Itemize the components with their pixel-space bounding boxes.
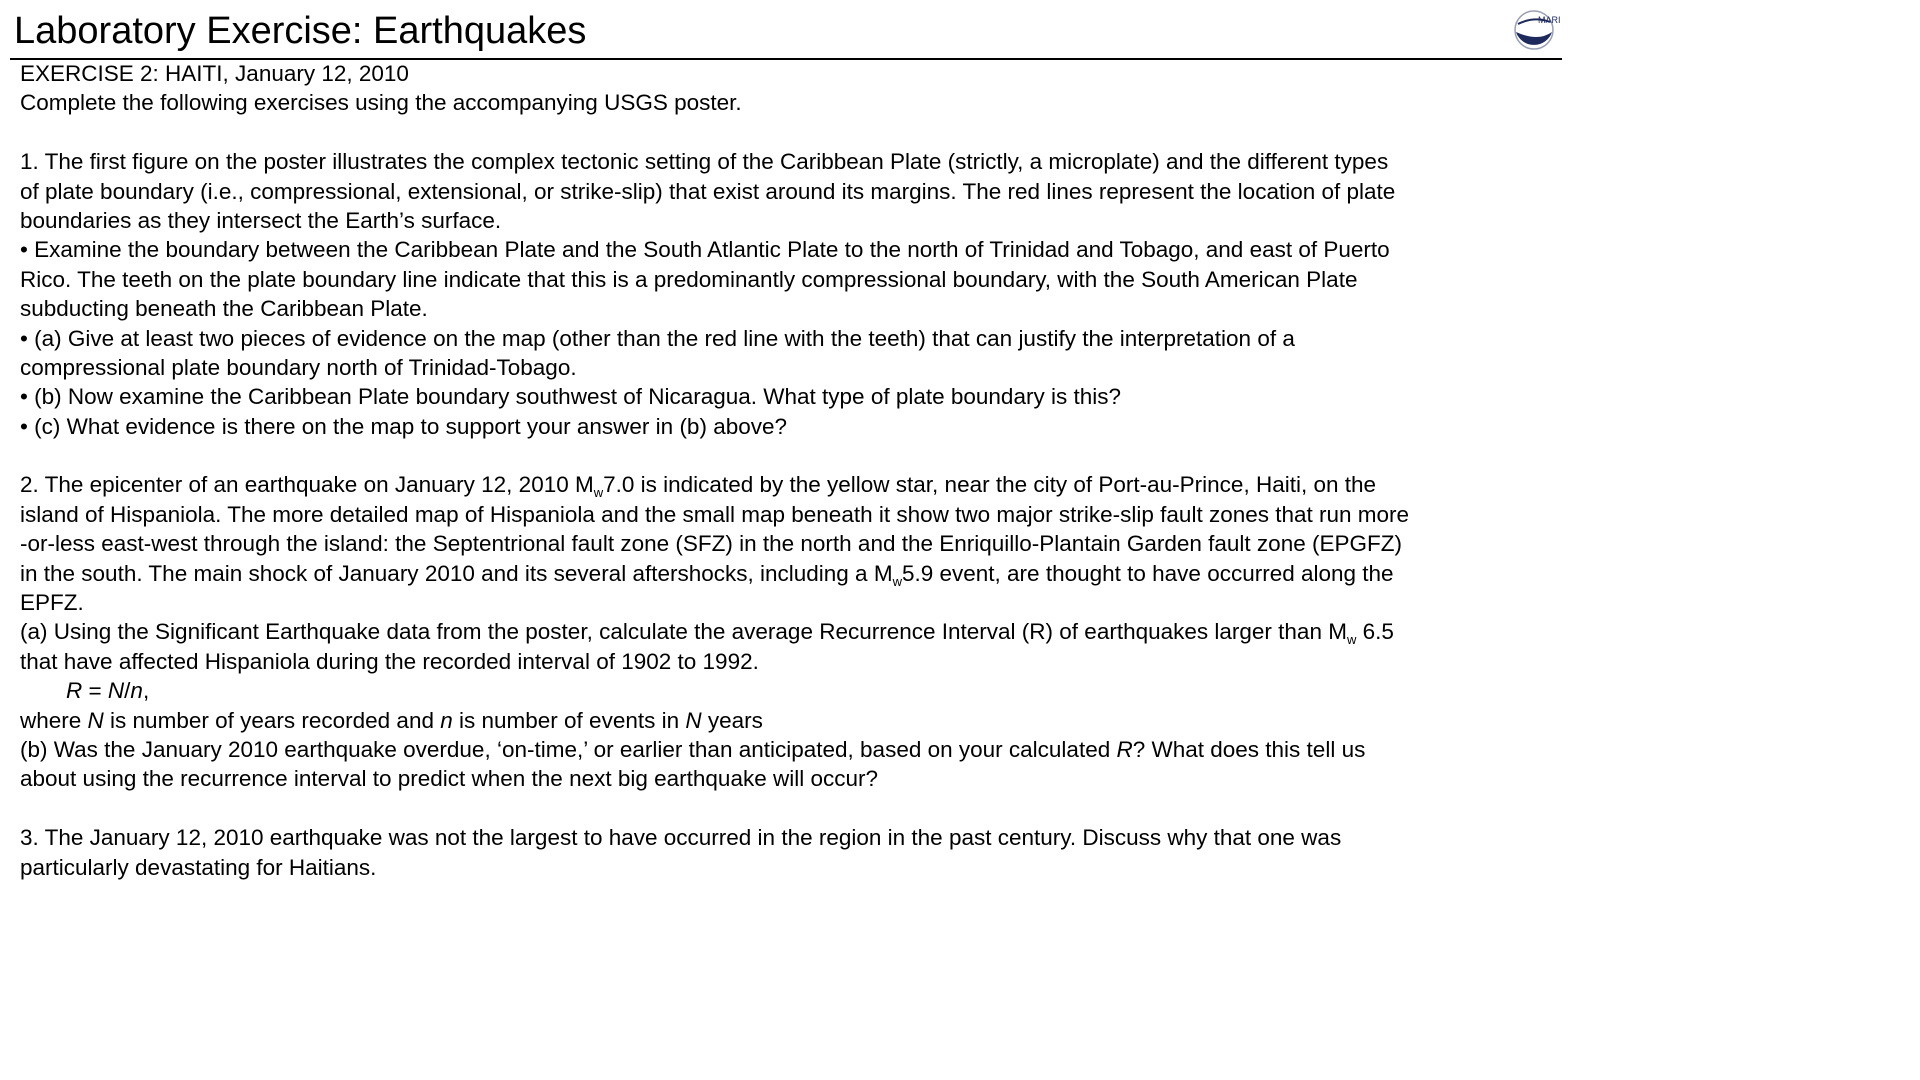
q1-line: 1. The first figure on the poster illustrates the complex tectonic setting of the Caribbean Plate (strictly, a microplate) and the different types <box>20 149 1389 175</box>
page-title: Laboratory Exercise: Earthquakes <box>14 10 587 52</box>
q2-line: island of Hispaniola. The more detailed map of Hispaniola and the small map beneath it show two major strike-slip fault zones that run more <box>20 501 1410 527</box>
q1-bullet-c: • (c) What evidence is there on the map to support your answer in (b) above? <box>20 413 788 439</box>
q2-line: in the south. The main shock of January 2010 and its several aftershocks, including a $M_w5.9$ event, are thought to have occurred along the <box>20 560 1394 589</box>
q2-part-b: (b) Was the January 2010 earthquake overdue, ‘on-time,’ or earlier than anticipated, based on your calculated R? What does this tell us <box>20 736 1366 762</box>
q1-bullet-b: • (b) Now examine the Caribbean Plate boundary southwest of Nicaragua. What type of plate boundary is this? <box>20 384 1121 410</box>
q1-line: Rico. The teeth on the plate boundary line indicate that this is a predominantly compressional boundary, with the South American Plate <box>20 266 1358 292</box>
logo-text: MARI <box>1538 15 1561 25</box>
exercise-intro: Complete the following exercises using the accompanying USGS poster. <box>20 90 742 116</box>
page-header <box>0 0 1568 60</box>
q1-line: boundaries as they intersect the Earth’s surface. <box>20 207 502 233</box>
exercise-heading: EXERCISE 2: HAITI, January 12, 2010 <box>20 61 409 86</box>
q2-line: about using the recurrence interval to predict when the next big earthquake will occur? <box>20 766 878 792</box>
q3-line: 3. The January 12, 2010 earthquake was not the largest to have occurred in the region in the past century. Discuss why that one was <box>20 825 1342 851</box>
question-3 <box>20 823 1550 882</box>
q1-line: subducting beneath the Caribbean Plate. <box>20 296 428 322</box>
q1-bullet-a: • (a) Give at least two pieces of evidence on the map (other than the red line with the teeth) that can justify the interpretation of a <box>20 325 1295 351</box>
formula-definition: where N is number of years recorded and n is number of events in N years <box>20 707 763 733</box>
q2-line: EPFZ. <box>20 590 84 616</box>
q3-line: particularly devastating for Haitians. <box>20 854 377 880</box>
q2-line: -or-less east-west through the island: the Septentrional fault zone (SFZ) in the north and the Enriquillo-Plantain Garden fault zone (EPGFZ) <box>20 531 1402 557</box>
mari-logo <box>1508 6 1564 54</box>
q2-line: that have affected Hispaniola during the recorded interval of 1902 to 1992. <box>20 648 759 674</box>
q2-line: 2. The epicenter of an earthquake on January 12, 2010 $M_w7.0$ is indicated by the yellow star, near the city of Port-au-Prince, Haiti, on the <box>20 472 1377 501</box>
q1-bullet-line: • Examine the boundary between the Caribbean Plate and the South Atlantic Plate to the north of Trinidad and Tobago, and east of Puerto <box>20 237 1390 263</box>
q1-line: of plate boundary (i.e., compressional, extensional, or strike-slip) that exist around its margins. The red lines represent the location of plate <box>20 178 1396 204</box>
question-1 <box>20 147 1550 441</box>
exercise-content <box>20 59 1550 882</box>
question-2 <box>20 470 1550 793</box>
q1-line: compressional plate boundary north of Trinidad-Tobago. <box>20 354 577 380</box>
recurrence-formula: R = N/n, <box>66 678 150 704</box>
q2-part-a: (a) Using the Significant Earthquake data from the poster, calculate the average Recurrence Interval (R) of earthquakes larger than $M_w$ 6.5 <box>20 619 1394 648</box>
